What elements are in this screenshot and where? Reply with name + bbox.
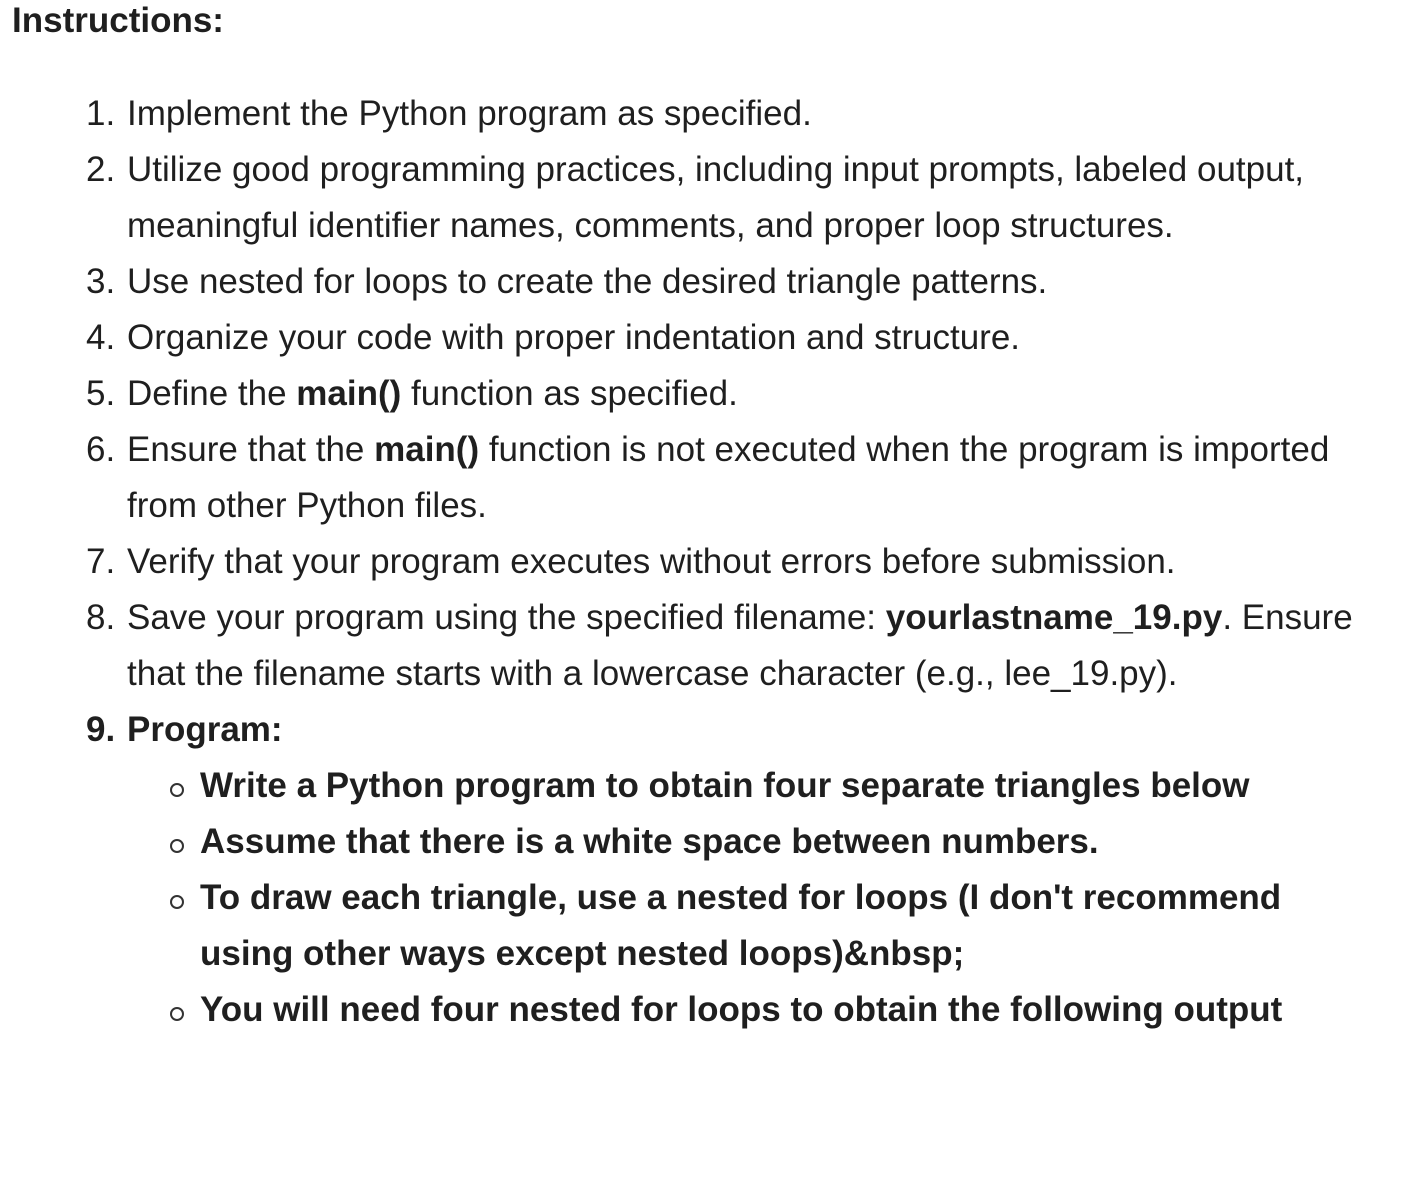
step-text: Program: [127,710,283,749]
instructions-list [86,86,1386,1038]
program-subitems [166,758,1346,1038]
circle-bullet-icon [166,870,200,982]
program-subitem-4 [166,982,1346,1038]
instruction-step-2 [86,142,1386,254]
step-text: Utilize good programming practices, including input prompts, labeled output, meaningful identifier names, comments, and proper loop structures. [127,150,1305,245]
main-function-name: main() [374,430,480,469]
step-text [127,422,1386,534]
step-text: Organize your code with proper indentation and structure. [127,318,1021,357]
step-number: 6. [86,430,116,469]
program-subitem-1 [166,758,1346,814]
step-text-before: Define the [127,374,297,413]
instruction-step-5 [86,366,1386,422]
step-number: 4. [86,318,116,357]
instruction-step-9 [86,702,1386,758]
step-text: Implement the Python program as specified. [127,94,812,133]
program-subitem-3 [166,870,1346,982]
step-number: 8. [86,598,116,637]
step-text-after: function is not executed when the program is imported from other Python files. [127,430,1330,525]
circle-bullet-icon [166,982,200,1038]
step-number: 2. [86,150,116,189]
step-text-after: . Ensure that the filename starts with a lowercase character (e.g., lee_19.py). [127,598,1353,693]
step-text [127,366,1386,422]
instruction-step-7 [86,534,1386,590]
instruction-step-6 [86,422,1386,534]
instruction-step-8 [86,590,1386,702]
subitem-text: Assume that there is a white space between numbers. [200,822,1099,861]
instructions-heading: Instructions: [12,1,224,40]
step-text-before: Save your program using the specified filename: [127,598,886,637]
step-number: 7. [86,542,116,581]
main-function-name: main() [296,374,402,413]
step-text: Use nested for loops to create the desired triangle patterns. [127,262,1048,301]
step-number: 5. [86,374,116,413]
subitem-text: To draw each triangle, use a nested for loops (I don't recommend using other ways except nested loops)&nbsp; [200,878,1282,973]
filename: yourlastname_19.py [885,598,1223,637]
step-text-after: function as specified. [401,374,738,413]
step-text: Verify that your program executes without errors before submission. [127,542,1176,581]
step-number: 1. [86,94,116,133]
instruction-step-1 [86,86,1386,142]
instruction-step-3 [86,254,1386,310]
subitem-text: Write a Python program to obtain four separate triangles below [200,766,1250,805]
program-subitems-container [86,758,1386,1038]
program-subitem-2 [166,814,1346,870]
step-text [127,590,1386,702]
step-number: 3. [86,262,116,301]
circle-bullet-icon [166,814,200,870]
step-text-before: Ensure that the [127,430,375,469]
circle-bullet-icon [166,758,200,814]
instruction-step-4 [86,310,1386,366]
subitem-text: You will need four nested for loops to obtain the following output [200,990,1283,1029]
step-number: 9. [86,710,116,749]
